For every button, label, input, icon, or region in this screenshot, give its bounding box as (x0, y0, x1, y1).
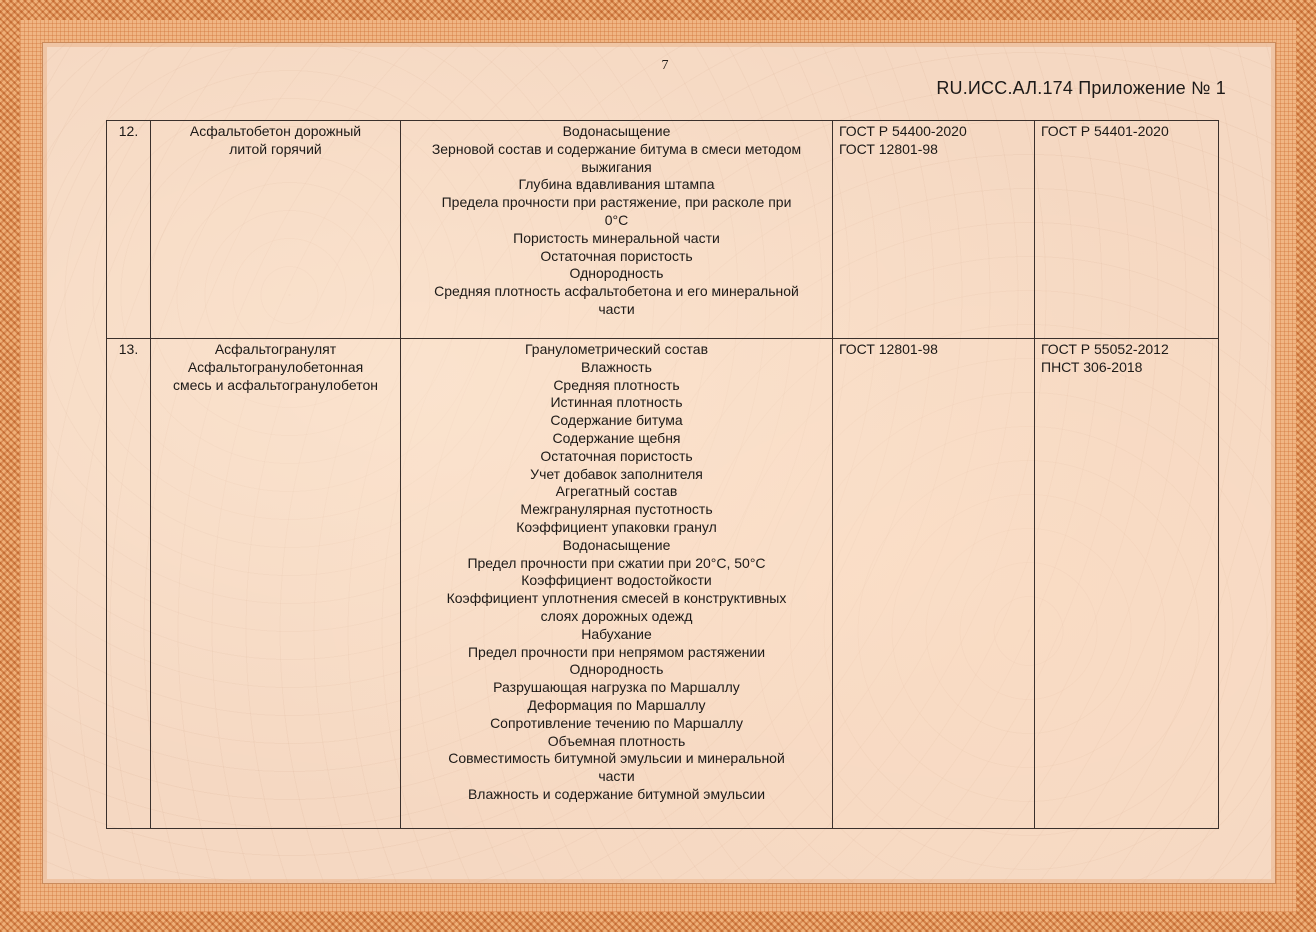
test-methods (833, 339, 1035, 829)
indicator: Глубина вдавливания штампа (518, 176, 715, 193)
indicator: слоях дорожных одежд (540, 607, 693, 624)
product-standards (1035, 339, 1219, 829)
table-row (107, 121, 1219, 339)
indicator: Средняя плотность (553, 376, 680, 393)
object-name-line: смесь и асфальтогранулобетон (173, 376, 378, 393)
indicator: части (598, 300, 635, 317)
indicator: Водонасыщение (562, 536, 671, 553)
object-name (151, 339, 401, 829)
indicator: Учет добавок заполнителя (530, 465, 703, 482)
object-name (151, 121, 401, 339)
indicator: Сопротивление течению по Маршаллу (490, 714, 743, 731)
indicator: Межгранулярная пустотность (520, 501, 713, 518)
indicator: Разрушающая нагрузка по Маршаллу (493, 679, 740, 696)
indicator: Предел прочности при непрямом растяжении (467, 643, 766, 660)
indicator: Остаточная пористость (540, 247, 693, 264)
indicator: Объемная плотность (547, 732, 686, 749)
product-standard: ПНСТ 306-2018 (1041, 358, 1143, 375)
indicator: Истинная плотность (550, 394, 683, 411)
object-name-line: литой горячий (229, 140, 322, 157)
method-standard: ГОСТ 12801-98 (839, 140, 938, 157)
product-standard: ГОСТ Р 55052-2012 (1041, 341, 1169, 357)
indicator: Зерновой состав и содержание битума в смеси методом (431, 140, 802, 157)
indicator: Остаточная пористость (540, 447, 693, 464)
indicator: Коэффициент уплотнения смесей в конструктивных (446, 590, 787, 607)
indicator: Содержание щебня (552, 429, 681, 446)
document-header: RU.ИСС.АЛ.174 Приложение № 1 (936, 78, 1226, 98)
test-methods (833, 121, 1035, 339)
indicator: Совместимость битумной эмульсии и минеральной (448, 750, 785, 767)
indicator: Предела прочности при растяжение, при расколе при (441, 194, 792, 211)
indicator: Коэффициент упаковки гранул (516, 518, 717, 535)
indicator: Средняя плотность асфальтобетона и его минеральной (434, 283, 799, 300)
indicator: Деформация по Маршаллу (527, 696, 706, 713)
indicator: Влажность (581, 358, 652, 375)
indicator: Предел прочности при сжатии при 20°C, 50°C (467, 554, 766, 571)
product-standard: ГОСТ Р 54401-2020 (1041, 123, 1169, 139)
row-number: 13. (107, 339, 151, 829)
object-name-line: Асфальтогранулобетонная (187, 358, 364, 375)
indicator: Пористость минеральной части (513, 229, 720, 246)
indicator: Коэффициент водостойкости (521, 572, 712, 589)
indicator-list (401, 339, 833, 829)
product-standards (1035, 121, 1219, 339)
method-standard: ГОСТ 12801-98 (839, 341, 938, 357)
scope-table (106, 120, 1219, 829)
row-number: 12. (107, 121, 151, 339)
indicator: 0°C (604, 211, 629, 228)
indicator: части (598, 768, 635, 785)
object-name-line: Асфальтобетон дорожный (189, 123, 362, 139)
table-row (107, 339, 1219, 829)
indicator: Водонасыщение (562, 123, 671, 139)
indicator: Гранулометрический состав (524, 341, 709, 357)
indicator: Однородность (569, 265, 664, 282)
indicator-list (401, 121, 833, 339)
indicator: Влажность и содержание битумной эмульсии (467, 785, 766, 802)
method-standard: ГОСТ Р 54400-2020 (839, 123, 967, 139)
object-name-line: Асфальтогранулят (214, 341, 337, 357)
indicator: Набухание (581, 625, 652, 642)
indicator: Однородность (569, 661, 664, 678)
indicator: выжигания (581, 158, 652, 175)
indicator: Агрегатный состав (555, 483, 678, 500)
page-number: 7 (661, 58, 669, 73)
indicator: Содержание битума (550, 412, 683, 429)
